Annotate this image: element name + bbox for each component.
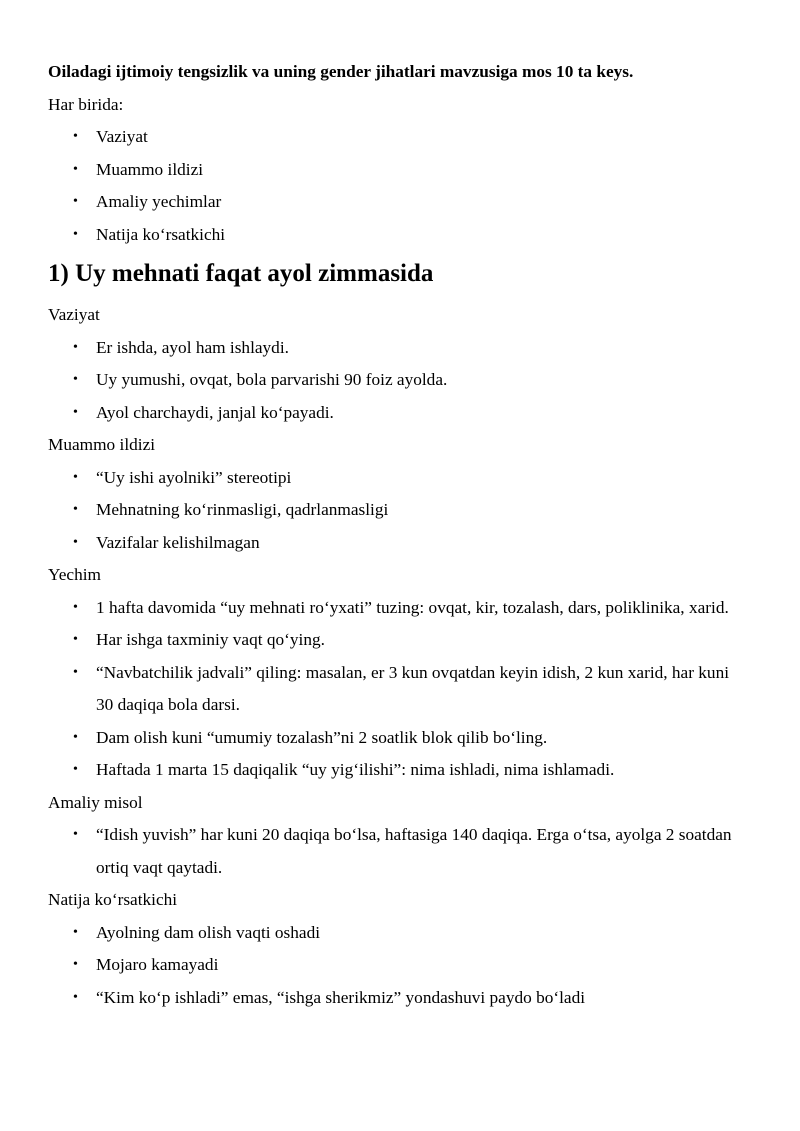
section-heading: 1) Uy mehnati faqat ayol zimmasida: [48, 260, 434, 287]
bullet-icon: •: [73, 989, 78, 1005]
bullet-icon: •: [73, 502, 78, 517]
list-item-text: “Uy ishi ayolniki” stereotipi: [96, 467, 292, 487]
example-label: Amaliy misol: [48, 792, 143, 812]
list-item: [48, 982, 740, 1015]
list-item: [48, 657, 740, 722]
bullet-icon: •: [73, 372, 78, 387]
bullet-icon: •: [73, 632, 78, 647]
list-item-text: Natija ko‘rsatkichi: [96, 224, 226, 244]
result-list: [48, 917, 740, 1015]
list-item-text: Vaziyat: [96, 127, 148, 146]
list-item-text: Er ishda, ayol ham ishlaydi.: [96, 337, 289, 357]
solution-label: Yechim: [48, 565, 101, 584]
list-item-text: “Navbatchilik jadvali” qiling: masalan, er 3 kun ovqatdan keyin idish, 2 kun xarid, har kuni 30 daqiqa bola darsi.: [96, 662, 730, 714]
bullet-icon: •: [73, 924, 78, 940]
bullet-icon: •: [73, 664, 78, 680]
list-item-text: Mehnatning ko‘rinmasligi, qadrlanmasligi: [96, 500, 389, 519]
bullet-icon: •: [73, 161, 78, 177]
intro-list: [48, 121, 740, 251]
list-item-text: Ayolning dam olish vaqti oshadi: [96, 922, 321, 942]
list-item-text: Haftada 1 marta 15 daqiqalik “uy yig‘ilishi”: nima ishladi, nima ishlamadi.: [96, 760, 615, 779]
list-item-text: Uy yumushi, ovqat, bola parvarishi 90 foiz ayolda.: [96, 370, 448, 389]
bullet-icon: •: [73, 339, 78, 355]
root-list: [48, 462, 740, 560]
list-item: [48, 917, 740, 950]
list-item-text: 1 hafta davomida “uy mehnati ro‘yxati” tuzing: ovqat, kir, tozalash, dars, poliklinika, xarid.: [96, 597, 729, 617]
list-item-text: “Idish yuvish” har kuni 20 daqiqa bo‘lsa, haftasiga 140 daqiqa. Erga o‘tsa, ayolga 2 soatdan ortiq vaqt qaytadi.: [96, 825, 732, 877]
list-item: [48, 121, 740, 154]
list-item-text: Vazifalar kelishilmagan: [96, 532, 260, 552]
list-item: [48, 819, 740, 884]
bullet-icon: •: [73, 469, 78, 485]
list-item: [48, 332, 740, 365]
list-item: [48, 397, 740, 430]
list-item-text: Dam olish kuni “umumiy tozalash”ni 2 soatlik blok qilib bo‘ling.: [96, 727, 548, 747]
list-item: [48, 154, 740, 187]
bullet-icon: •: [73, 534, 78, 550]
list-item: [48, 527, 740, 560]
list-item-text: Muammo ildizi: [96, 159, 204, 179]
result-label: Natija ko‘rsatkichi: [48, 890, 178, 909]
list-item-text: “Kim ko‘p ishladi” emas, “ishga sherikmiz” yondashuvi paydo bo‘ladi: [96, 987, 586, 1007]
situation-label: Vaziyat: [48, 305, 100, 324]
example-list: [48, 819, 740, 884]
bullet-icon: •: [73, 827, 78, 842]
list-item: [48, 722, 740, 755]
root-label: Muammo ildizi: [48, 435, 156, 454]
list-item: [48, 754, 740, 787]
list-item: [48, 219, 740, 252]
situation-list: [48, 332, 740, 430]
list-item: [48, 494, 740, 527]
bullet-icon: •: [73, 404, 78, 420]
bullet-icon: •: [73, 957, 78, 972]
bullet-icon: •: [73, 599, 78, 615]
bullet-icon: •: [73, 129, 78, 144]
list-item: [48, 949, 740, 982]
list-item: [48, 364, 740, 397]
bullet-icon: •: [73, 194, 78, 209]
list-item-text: Har ishga taxminiy vaqt qo‘ying.: [96, 630, 325, 649]
list-item: [48, 592, 740, 625]
list-item: [48, 624, 740, 657]
intro-subtitle: Har birida:: [48, 94, 124, 114]
bullet-icon: •: [73, 762, 78, 777]
bullet-icon: •: [73, 226, 78, 242]
list-item: [48, 462, 740, 495]
list-item-text: Mojaro kamayadi: [96, 955, 219, 974]
bullet-icon: •: [73, 729, 78, 745]
solution-list: [48, 592, 740, 787]
list-item-text: Ayol charchaydi, janjal ko‘payadi.: [96, 402, 334, 422]
document-title: Oiladagi ijtimoiy tengsizlik va uning gender jihatlari mavzusiga mos 10 ta keys.: [48, 62, 634, 81]
list-item-text: Amaliy yechimlar: [96, 192, 222, 211]
list-item: [48, 186, 740, 219]
